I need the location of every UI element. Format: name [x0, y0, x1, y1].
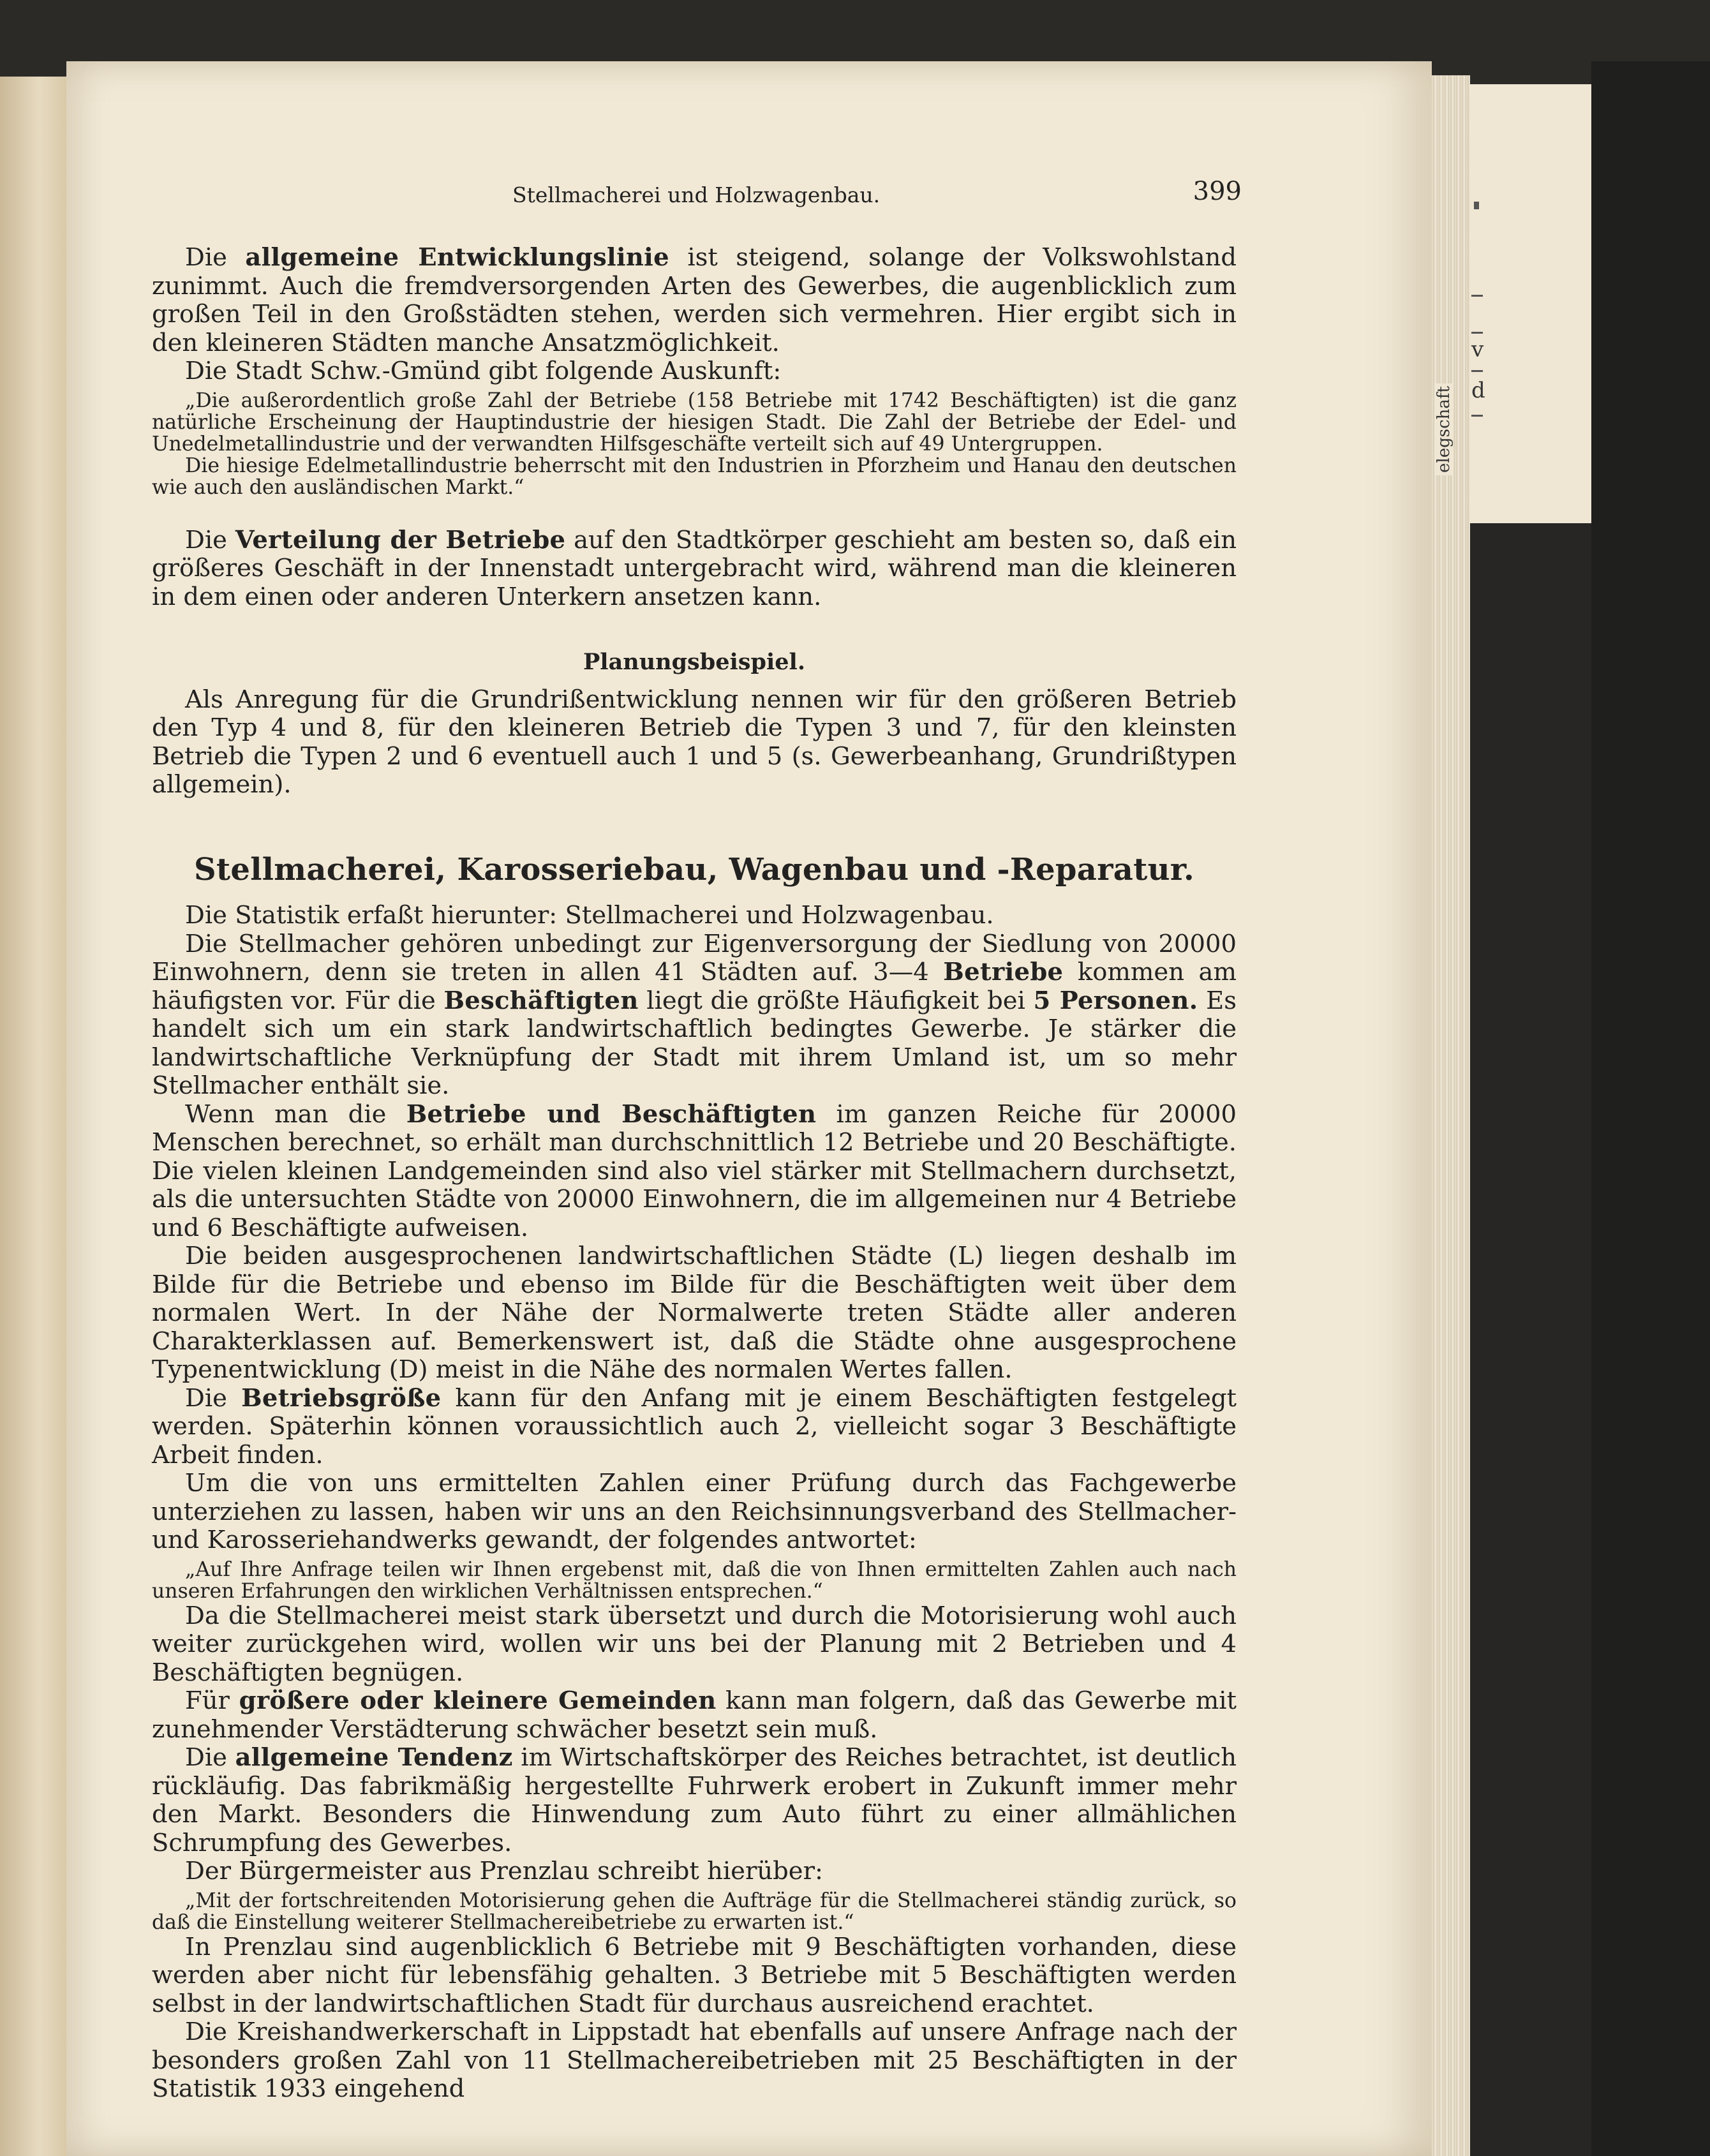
- quote-block: [152, 390, 1237, 498]
- next-page-letter-v: v: [1471, 337, 1484, 362]
- bold-term: Verteilung der Betriebe: [235, 525, 566, 554]
- quote-paragraph: „Auf Ihre Anfrage teilen wir Ihnen ergebenst mit, daß die von Ihnen ermittelten Zahlen auch nach unseren Erfahrungen den wirklichen Verhältnissen entsprechen.“: [152, 1558, 1237, 1603]
- page-text: [152, 177, 1242, 2104]
- quote-paragraph: „Die außerordentlich große Zahl der Betriebe (158 Betriebe mit 1742 Beschäftigten) ist die ganz natürliche Erscheinung der Hauptindustrie der hiesigen Stadt. Die Zahl der Betriebe der Edel- und Unedelmetallindustrie und der verwandten Hilfsgeschäfte verteilt sich auf 49 Untergruppen.: [152, 389, 1237, 456]
- section-heading: Stellmacherei, Karosseriebau, Wagenbau und -Reparatur.: [193, 851, 1195, 888]
- bold-term: 5 Personen.: [1033, 986, 1198, 1015]
- running-head: [152, 177, 1242, 216]
- bold-term: größere oder kleinere Gemeinden: [239, 1686, 717, 1715]
- paragraph: Um die von uns ermittelten Zahlen einer Prüfung durch das Fachgewerbe unterziehen zu lassen, haben wir uns an den Reichsinnungsverband des Stellmacher- und Karosseriehandwerks gewandt, der folgendes antwortet:: [152, 1469, 1237, 1554]
- paragraph: Die Statistik erfaßt hierunter: Stellmacherei und Holzwagenbau.: [185, 901, 994, 930]
- paragraph: Die allgemeine Tendenz im Wirtschaftskörper des Reiches betrachtet, ist deutlich rückläufig. Das fabrikmäßig hergestellte Fuhrwerk erobert in Zukunft immer mehr den Markt. Besonders die Hinwendung zum Auto führt zu einer allmählichen Schrumpfung des Gewerbes.: [152, 1743, 1237, 1857]
- paragraph: Die beiden ausgesprochenen landwirtschaftlichen Städte (L) liegen deshalb im Bilde für die Betriebe und ebenso im Bilde für die Beschäftigten weit über dem normalen Wert. In der Nähe der Normalwerte treten Städte aller anderen Charakterklassen auf. Bemerkenswert ist, daß die Städte ohne ausgesprochene Typenentwicklung (D) meist in die Nähe des normalen Wertes fallen.: [152, 1242, 1237, 1384]
- paragraph: Die Kreishandwerkerschaft in Lippstadt hat ebenfalls auf unsere Anfrage nach der besonders großen Zahl von 11 Stellmachereibetrieben mit 25 Beschäftigten in der Statistik 1933 eingehend: [152, 2018, 1237, 2103]
- paragraph: Die Stellmacher gehören unbedingt zur Eigenversorgung der Siedlung von 20000 Einwohnern, denn sie treten in allen 41 Städten auf. 3—4 Betriebe kommen am häufigsten vor. Für die Beschäftigten liegt die größte Häufigkeit bei 5 Personen. Es handelt sich um ein stark landwirtschaftlich bedingtes Gewerbe. Je stärker die landwirtschaftliche Verknüpfung der Stadt mit ihrem Umland ist, um so mehr Stellmacher enthält sie.: [152, 929, 1237, 1100]
- next-page-rule: [1471, 295, 1483, 297]
- paragraph: Die Stadt Schw.-Gmünd gibt folgende Auskunft:: [185, 357, 782, 385]
- running-head-title: Stellmacherei und Holzwagenbau.: [512, 182, 881, 207]
- paragraph: Wenn man die Betriebe und Beschäftigten im ganzen Reiche für 20000 Menschen berechnet, so erhält man durchschnittlich 12 Betriebe und 20 Beschäftigte. Die vielen kleinen Landgemeinden sind also viel stärker mit Stellmachern durchsetzt, als die untersuchten Städte von 20000 Einwohnern, die im allgemeinen nur 4 Betriebe und 6 Beschäftigte aufweisen.: [152, 1099, 1237, 1242]
- paragraph: In Prenzlau sind augenblicklich 6 Betriebe mit 9 Beschäftigten vorhanden, diese werden aber nicht für lebensfähig gehalten. 3 Betriebe mit 5 Beschäftigten werden selbst in der landwirtschaftlichen Stadt für durchaus ausreichend erachtet.: [152, 1932, 1237, 2018]
- bold-term: Betriebe: [943, 958, 1064, 986]
- next-page-mark: [1474, 202, 1479, 209]
- quote-paragraph: Die hiesige Edelmetallindustrie beherrscht mit den Industrien in Pforzheim und Hanau den deutschen wie auch den ausländischen Markt.“: [152, 454, 1237, 499]
- paragraph: Die Verteilung der Betriebe auf den Stadtkörper geschieht am besten so, daß ein größeres Geschäft in der Innenstadt untergebracht wird, während man die kleineren in dem einen oder anderen Unterkern ansetzen kann.: [152, 525, 1237, 611]
- next-page-spine-word: elegschaft: [1434, 383, 1454, 475]
- paragraph: Die allgemeine Entwicklungslinie ist steigend, solange der Volkswohlstand zunimmt. Auch die fremdversorgenden Arten des Gewerbes, die augenblicklich zum großen Teil in den Großstädten stehen, werden sich vermehren. Hier ergibt sich in den kleineren Städten manche Ansatzmöglichkeit.: [152, 243, 1237, 357]
- next-page-rule: [1471, 370, 1483, 372]
- paragraph: Die Betriebsgröße kann für den Anfang mit je einem Beschäftigten festgelegt werden. Späterhin können voraussichtlich auch 2, vielleicht sogar 3 Beschäftigte Arbeit finden.: [152, 1383, 1237, 1469]
- next-page-letter-d: d: [1471, 378, 1485, 403]
- bold-term: Betriebsgröße: [241, 1383, 442, 1413]
- bold-term: allgemeine Entwicklungslinie: [245, 243, 669, 272]
- next-page-rule: [1471, 415, 1483, 417]
- bold-term: allgemeine Tendenz: [235, 1743, 513, 1772]
- page-number: 399: [1193, 177, 1242, 206]
- quote-block: [152, 1559, 1237, 1602]
- quote-paragraph: „Mit der fortschreitenden Motorisierung gehen die Aufträge für die Stellmacherei ständig zurück, so daß die Einstellung weiterer Stellmachereibetriebe zu erwarten ist.“: [152, 1889, 1237, 1934]
- bold-term: Betriebe und Beschäftigten: [406, 1099, 817, 1129]
- next-page-rule: [1471, 332, 1483, 334]
- quote-block: [152, 1890, 1237, 1933]
- paragraph: Da die Stellmacherei meist stark übersetzt und durch die Motorisierung wohl auch weiter zurückgehen wird, wollen wir uns bei der Planung mit 2 Betrieben und 4 Beschäftigten begnügen.: [152, 1601, 1237, 1687]
- paragraph: Der Bürgermeister aus Prenzlau schreibt hierüber:: [185, 1857, 823, 1885]
- left-page-edge: [0, 77, 68, 2156]
- paragraph: Als Anregung für die Grundrißentwicklung nennen wir für den größeren Betrieb den Typ 4 und 8, für den kleineren Betrieb die Typen 3 und 7, für den kleinsten Betrieb die Typen 2 und 6 eventuell auch 1 und 5 (s. Gewerbeanhang, Grundrißtypen allgemein).: [152, 685, 1237, 799]
- bold-term: Beschäftigten: [443, 986, 639, 1015]
- subheading: Planungsbeispiel.: [583, 649, 806, 675]
- next-page-dark-band: [1470, 523, 1591, 2156]
- paragraph: Für größere oder kleinere Gemeinden kann man folgern, daß das Gewerbe mit zunehmender Verstädterung schwächer besetzt sein muß.: [152, 1686, 1237, 1744]
- book-cover: [1591, 61, 1710, 2156]
